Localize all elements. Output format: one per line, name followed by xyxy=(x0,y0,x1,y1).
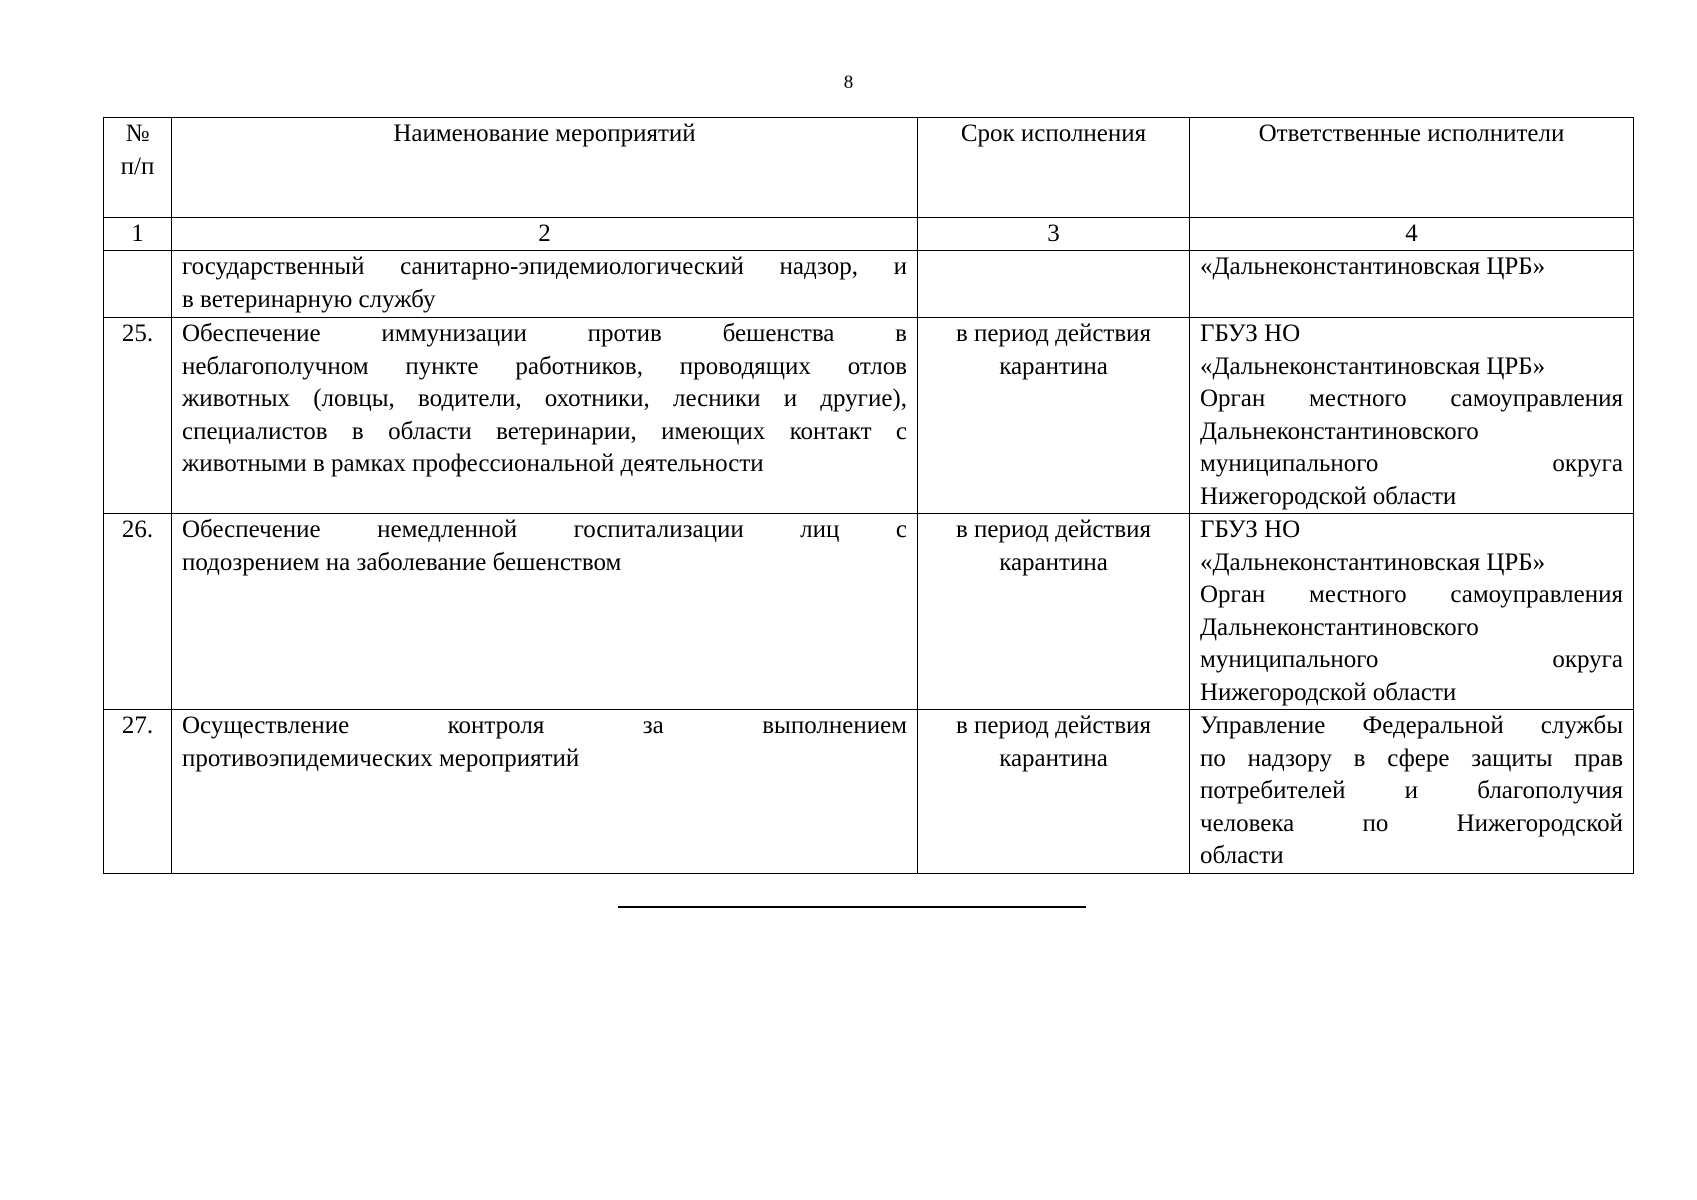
responsible-line: Дальнеконстантиновского xyxy=(1200,417,1479,445)
row-deadline xyxy=(918,710,1190,874)
name-line: неблагополучном пункте работников, проводящих отлов xyxy=(182,352,907,380)
row-responsible xyxy=(1190,251,1634,318)
responsible-line: Дальнеконстантиновского xyxy=(1200,613,1479,641)
measures-table xyxy=(103,117,1634,874)
column-numbers-row xyxy=(104,218,1634,251)
row-number: 27. xyxy=(104,710,172,874)
responsible-line: ГБУЗ НО xyxy=(1200,516,1301,543)
responsible-line: Орган местного самоуправления xyxy=(1200,581,1623,608)
responsible-line: ГБУЗ НО xyxy=(1200,320,1301,347)
responsible-line: Нижегородской области xyxy=(1200,678,1457,706)
table-row xyxy=(104,318,1634,514)
row-name xyxy=(172,710,918,874)
name-line: Осуществление контроля за выполнением xyxy=(182,712,907,739)
column-number: 2 xyxy=(172,218,918,251)
row-responsible xyxy=(1190,710,1634,874)
row-deadline xyxy=(918,318,1190,514)
row-number xyxy=(104,251,172,318)
responsible-line: муниципального округа xyxy=(1200,450,1623,477)
column-number: 4 xyxy=(1190,218,1634,251)
header-name: Наименование мероприятий xyxy=(172,118,918,218)
responsible-line: Управление Федеральной службы xyxy=(1200,712,1623,739)
name-line: противоэпидемических мероприятий xyxy=(182,744,580,772)
name-line: специалистов в области ветеринарии, имеющих контакт с xyxy=(182,417,907,445)
row-number: 25. xyxy=(104,318,172,514)
deadline-line: в период действия xyxy=(955,320,1152,347)
row-name xyxy=(172,514,918,710)
table-row-continuation xyxy=(104,251,1634,318)
end-separator-line xyxy=(618,906,1086,908)
deadline-line: карантина xyxy=(999,352,1108,380)
header-number-sign: № xyxy=(125,120,150,147)
row-number: 26. xyxy=(104,514,172,710)
row-responsible xyxy=(1190,318,1634,514)
table-header-row xyxy=(104,118,1634,218)
row-name xyxy=(172,251,918,318)
column-number: 1 xyxy=(104,218,172,251)
deadline-line: карантина xyxy=(999,548,1108,576)
name-line: государственный санитарно-эпидемиологический надзор, и xyxy=(182,253,907,280)
header-responsible: Ответственные исполнители xyxy=(1190,118,1634,218)
row-name xyxy=(172,318,918,514)
responsible-line: Нижегородской области xyxy=(1200,482,1457,510)
header-number xyxy=(104,118,172,218)
name-line: в ветеринарную службу xyxy=(182,285,436,313)
responsible-line: «Дальнеконстантиновская ЦРБ» xyxy=(1200,548,1546,576)
name-line: подозрением на заболевание бешенством xyxy=(182,548,622,576)
header-deadline: Срок исполнения xyxy=(918,118,1190,218)
responsible-line: муниципального округа xyxy=(1200,646,1623,673)
header-number-pp: п/п xyxy=(120,152,155,180)
row-deadline xyxy=(918,251,1190,318)
name-line: животными в рамках профессиональной деятельности xyxy=(182,450,764,477)
responsible-line: по надзору в сфере защиты прав xyxy=(1200,744,1623,772)
table-row xyxy=(104,514,1634,710)
table-row xyxy=(104,710,1634,874)
responsible-line: «Дальнеконстантиновская ЦРБ» xyxy=(1200,352,1546,380)
name-line: животных (ловцы, водители, охотники, лесники и другие), xyxy=(182,385,907,412)
responsible-line: Орган местного самоуправления xyxy=(1200,385,1623,412)
deadline-line: карантина xyxy=(999,744,1108,772)
column-number: 3 xyxy=(918,218,1190,251)
name-line: Обеспечение немедленной госпитализации лиц с xyxy=(182,516,907,543)
row-deadline xyxy=(918,514,1190,710)
page-number: 8 xyxy=(843,72,854,93)
deadline-line: в период действия xyxy=(955,516,1152,543)
responsible-line: области xyxy=(1200,842,1284,869)
deadline-line: в период действия xyxy=(955,712,1152,739)
responsible-line: потребителей и благополучия xyxy=(1200,777,1623,804)
row-responsible xyxy=(1190,514,1634,710)
responsible-line: человека по Нижегородской xyxy=(1200,809,1623,837)
responsible-line: «Дальнеконстантиновская ЦРБ» xyxy=(1200,253,1546,280)
name-line: Обеспечение иммунизации против бешенства в xyxy=(182,320,907,347)
